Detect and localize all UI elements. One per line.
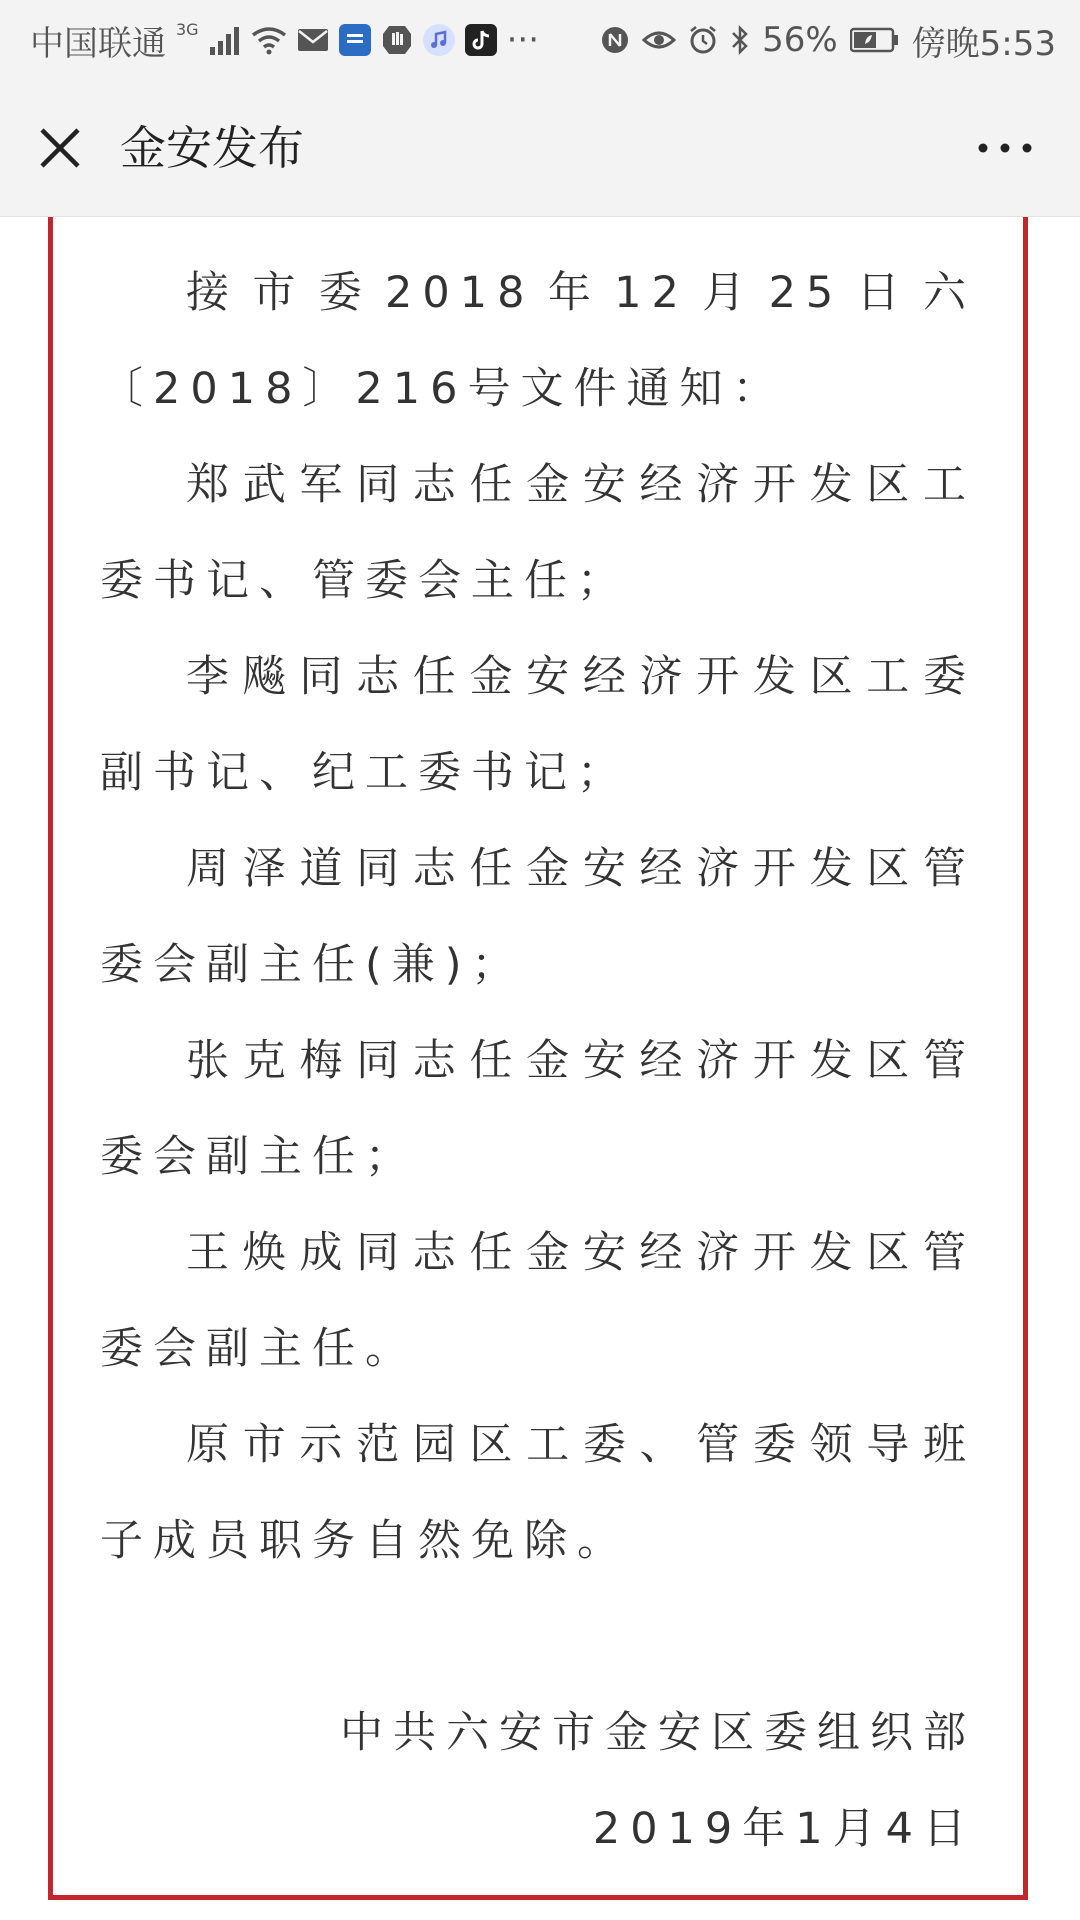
paragraph-appointment-1: 郑武军同志任金安经济开发区工委书记、管委会主任； bbox=[100, 460, 976, 606]
close-button[interactable] bbox=[30, 118, 90, 178]
carrier-label: 中国联通 bbox=[30, 23, 166, 64]
title-bar bbox=[0, 80, 1080, 217]
battery-icon bbox=[850, 22, 900, 58]
paragraph-dismissal: 原市示范园区工委、管委领导班子成员职务自然免除。 bbox=[100, 1420, 976, 1566]
paragraph-appointment-4: 张克梅同志任金安经济开发区管委会副主任； bbox=[100, 1036, 976, 1182]
battery-percentage: 56% bbox=[762, 20, 838, 60]
mail-icon bbox=[297, 22, 329, 58]
eye-icon bbox=[642, 22, 676, 58]
clock-time: 傍晚5:53 bbox=[911, 23, 1056, 64]
network-type-label: 3G bbox=[176, 20, 199, 39]
more-options-button[interactable] bbox=[970, 118, 1040, 178]
article-content[interactable] bbox=[0, 217, 1080, 1920]
overflow-indicator: ··· bbox=[506, 20, 540, 60]
spacer bbox=[100, 1589, 976, 1685]
paragraph-appointment-2: 李飚同志任金安经济开发区工委副书记、纪工委书记； bbox=[100, 652, 976, 798]
page-title: 金安发布 bbox=[120, 121, 304, 175]
tiktok-icon bbox=[465, 24, 497, 56]
status-bar bbox=[0, 0, 1080, 80]
paragraph-appointment-5: 王焕成同志任金安经济开发区管委会副主任。 bbox=[100, 1228, 976, 1374]
signal-icon bbox=[209, 22, 241, 58]
paragraph-notice: 接市委2018年12月25日六〔2018〕216号文件通知： bbox=[100, 268, 976, 414]
more-icon bbox=[975, 142, 1035, 154]
article-body bbox=[100, 245, 976, 1877]
status-bar-left bbox=[30, 18, 539, 62]
bluetooth-icon bbox=[730, 22, 750, 58]
signature-org: 中共六安市金安区委组织部 bbox=[340, 1708, 976, 1758]
music-app-icon bbox=[423, 24, 455, 56]
wifi-icon bbox=[251, 22, 287, 58]
status-bar-right bbox=[600, 18, 1056, 62]
signature-date: 2019年1月4日 bbox=[592, 1804, 976, 1854]
paragraph-appointment-3: 周泽道同志任金安经济开发区管委会副主任(兼)； bbox=[100, 844, 976, 990]
hand-app-icon bbox=[381, 22, 413, 58]
news-app-icon bbox=[339, 24, 371, 56]
close-icon bbox=[36, 124, 84, 172]
alarm-icon bbox=[688, 22, 718, 58]
nfc-icon bbox=[600, 22, 630, 58]
